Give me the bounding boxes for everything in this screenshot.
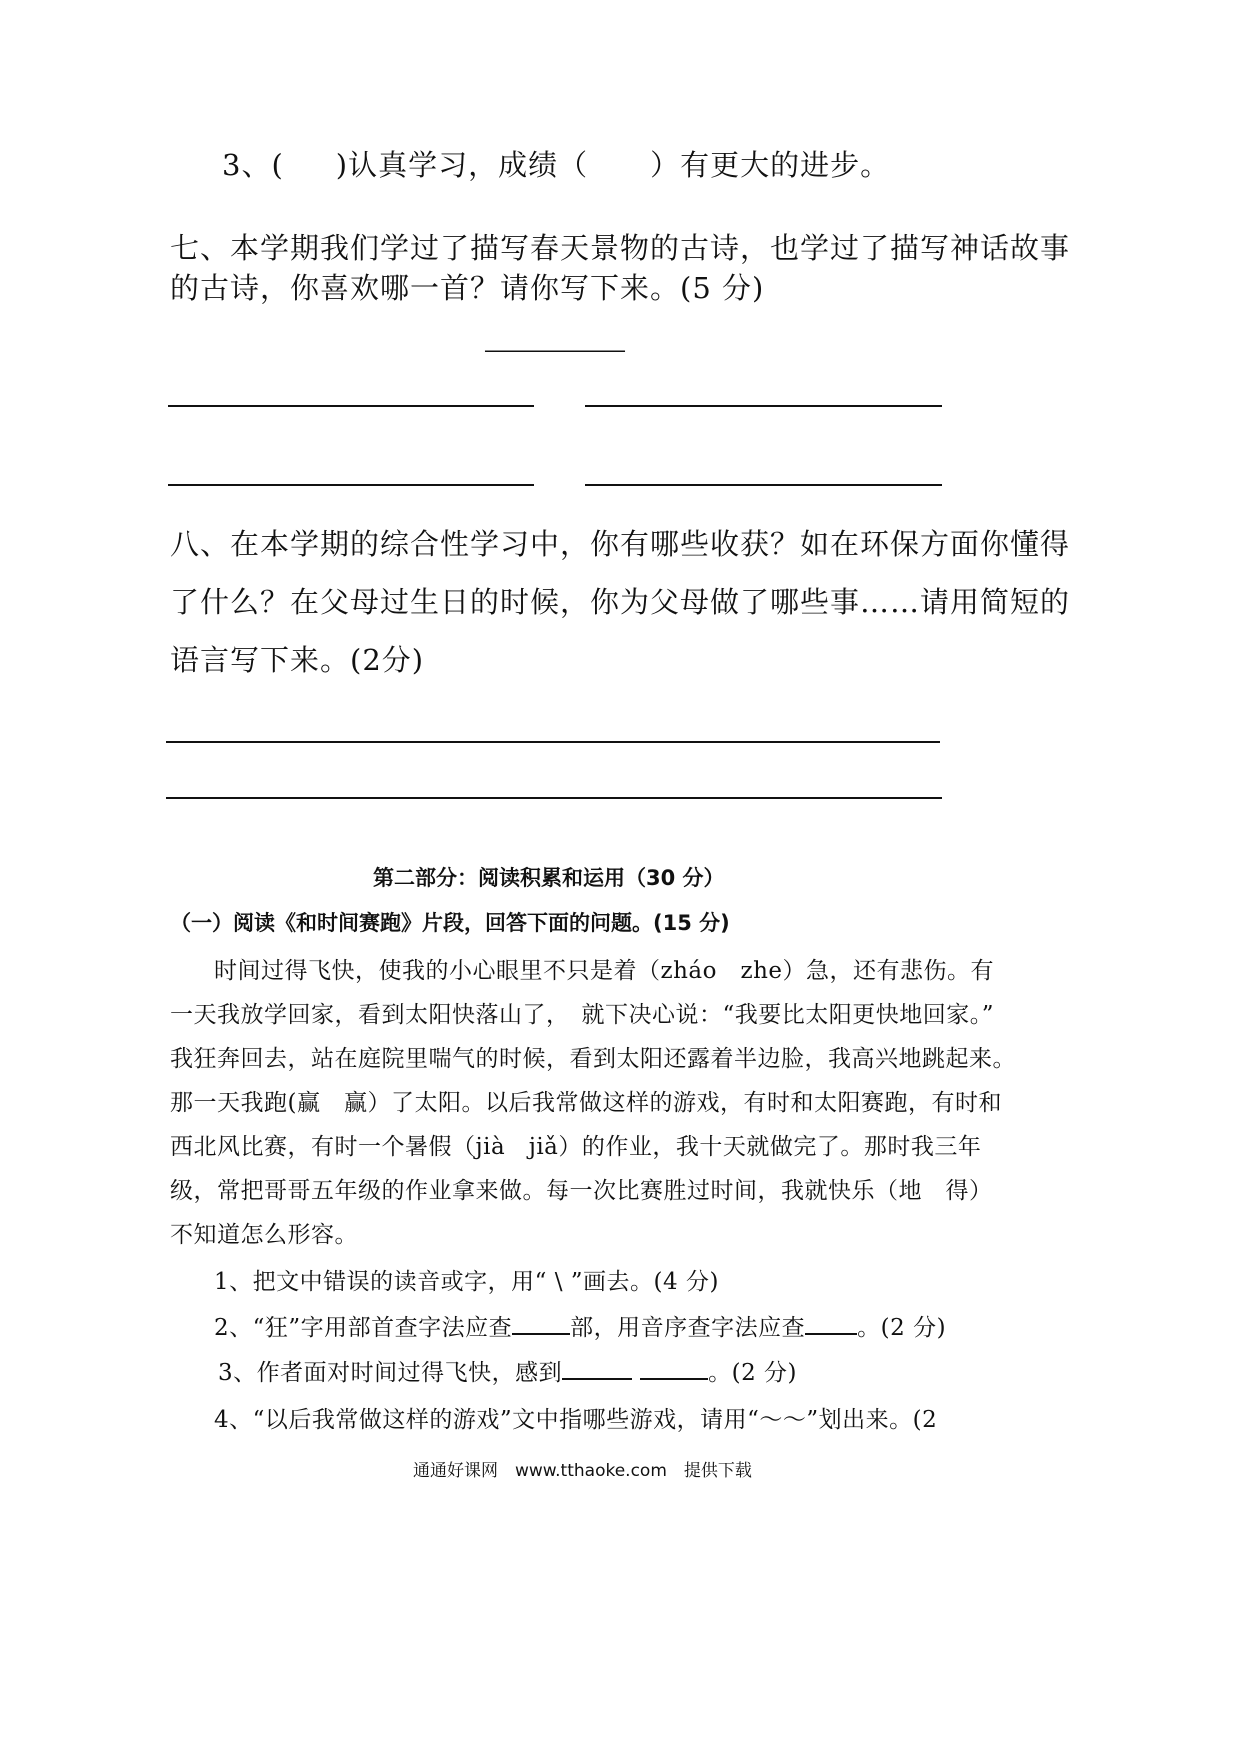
passage-line: 时间过得飞快，使我的小心眼里不只是着（zháo zhe）急，还有悲伤。有 [214, 958, 995, 984]
q7-line2: 的古诗，你喜欢哪一首？请你写下来。(5 分) [170, 271, 765, 305]
section1-heading: （一）阅读《和时间赛跑》片段，回答下面的问题。(15 分) [170, 911, 730, 935]
q6-item3-a: 3、( [222, 148, 284, 182]
answer-blank[interactable] [640, 1355, 708, 1380]
question-1: 1、把文中错误的读音或字，用“ \ ”画去。(4 分) [214, 1269, 719, 1295]
q8-line3: 语言写下来。(2分) [170, 643, 425, 677]
passage-line: 我狂奔回去，站在庭院里喘气的时候，看到太阳还露着半边脸，我高兴地跳起来。 [170, 1046, 1016, 1072]
passage-line: 级，常把哥哥五年级的作业拿来做。每一次比赛胜过时间，我就快乐（地 得） [170, 1178, 993, 1204]
q7-line1: 七、本学期我们学过了描写春天景物的古诗，也学过了描写神话故事 [170, 231, 1071, 265]
answer-line[interactable] [166, 741, 940, 743]
q6-item3-c: ）有更大的进步。 [650, 148, 891, 182]
passage-line: 那一天我跑(赢 赢）了太阳。以后我常做这样的游戏，有时和太阳赛跑，有时和 [170, 1090, 1002, 1116]
q8-line2: 了什么？在父母过生日的时候，你为父母做了哪些事……请用简短的 [170, 585, 1071, 619]
footer-text: 通通好课网 www.tthaoke.com 提供下载 [413, 1461, 752, 1481]
question-3-b: 。(2 分) [708, 1360, 798, 1386]
answer-blank[interactable] [805, 1310, 857, 1335]
part2-heading: 第二部分：阅读积累和运用（30 分） [373, 866, 725, 890]
question-4: 4、“以后我常做这样的游戏”文中指哪些游戏，请用“～～”划出来。(2 [214, 1407, 938, 1433]
answer-blank[interactable] [562, 1355, 632, 1380]
passage-line: 不知道怎么形容。 [170, 1222, 358, 1248]
q8-line1: 八、在本学期的综合性学习中，你有哪些收获？如在环保方面你懂得 [170, 527, 1071, 561]
passage-line: 西北风比赛，有时一个暑假（jià jiǎ）的作业，我十天就做完了。那时我三年 [170, 1134, 982, 1160]
passage-line: 一天我放学回家，看到太阳快落山了， 就下决心说：“我要比太阳更快地回家。” [170, 1002, 995, 1028]
question-2-c: 。(2 分) [857, 1315, 947, 1341]
answer-line[interactable] [166, 797, 942, 799]
question-2-b: 部，用音序查字法应查 [570, 1315, 806, 1341]
question-2 [214, 1309, 946, 1342]
answer-line[interactable] [585, 484, 942, 486]
q6-item3 [222, 143, 890, 184]
q6-item3-b: )认真学习，成绩（ [335, 148, 589, 182]
answer-line[interactable] [585, 405, 942, 407]
answer-blank[interactable] [512, 1310, 570, 1335]
question-3 [218, 1354, 797, 1387]
question-3-a: 3、作者面对时间过得飞快，感到 [218, 1360, 563, 1386]
answer-line[interactable] [168, 484, 534, 486]
answer-line[interactable] [168, 405, 534, 407]
question-2-a: 2、“狂”字用部首查字法应查 [214, 1315, 513, 1341]
poem-title-dash: ——————— [484, 338, 624, 363]
